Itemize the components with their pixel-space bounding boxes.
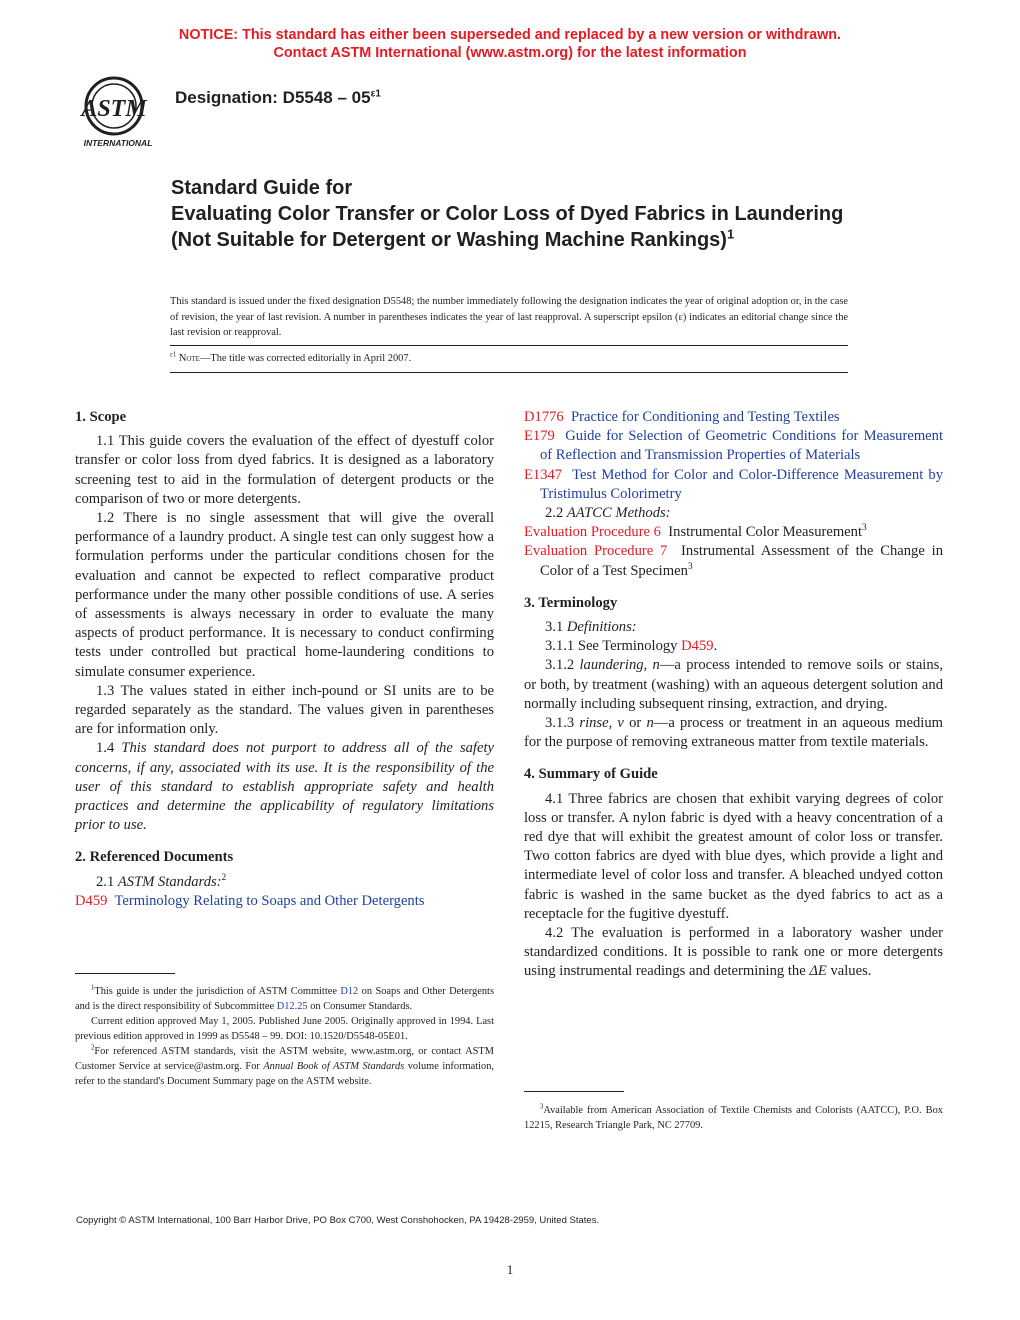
para-3-1-2-term: laundering, n xyxy=(579,657,660,674)
logo-letters: ASTM xyxy=(81,96,147,122)
footnotes-left xyxy=(75,984,494,1089)
ref-ep7[interactable] xyxy=(524,542,943,580)
para-1-1: 1.1 This guide covers the evaluation of the effect of dyestuff color transfer or color loss from dyed fabrics. It is designed as a laboratory screening test to aid in the formulation of detergent products or the comparison of two or more detergents. xyxy=(75,433,494,507)
footnote-3 xyxy=(524,1103,943,1133)
fn1-c: on Consumer Standards. xyxy=(307,1001,413,1012)
fn1-link-d12[interactable]: D12 xyxy=(340,986,359,997)
ref-ep6[interactable] xyxy=(524,523,943,542)
ref-e1347-code[interactable]: E1347 xyxy=(524,466,563,483)
fn1-a: This guide is under the jurisdiction of ASTM Committee xyxy=(94,986,341,997)
para-3-1-3-text: —a process or treatment in an aqueous medium for the purpose of removing extraneous matter from textile materials. xyxy=(524,715,943,751)
page-number: 1 xyxy=(506,1262,514,1277)
astm-logo xyxy=(74,72,162,150)
editorial-note xyxy=(170,353,411,364)
refdocs-heading: 2. Referenced Documents xyxy=(75,849,234,866)
para-1-3: 1.3 The values stated in either inch-pound or SI units are to be regarded separately as the standard. The values given in parentheses are for information only. xyxy=(75,682,494,738)
footnote-1-edition: Current edition approved May 1, 2005. Published June 2005. Originally approved in 1994. Last previous edition approved in 1999 as D5548 – 99. DOI: 10.1520/D5548-05E01. xyxy=(75,1016,494,1042)
ref-ep6-sup: 3 xyxy=(862,523,867,534)
para-1-4-text: This standard does not purport to address all of the safety concerns, if any, associated with its use. It is the responsibility of the user of this standard to establish appropriate safety and health practices and determine the applicability of regulatory limitations prior to use. xyxy=(75,740,494,834)
ref-e179-text[interactable]: Guide for Selection of Geometric Conditions for Measurement of Reflection and Transmission Properties of Materials xyxy=(540,428,943,464)
notice-line-2: Contact ASTM International (www.astm.org) for the latest information xyxy=(273,45,747,61)
para-3-1-2-num: 3.1.2 xyxy=(545,657,580,674)
ref-d459-text[interactable]: Terminology Relating to Soaps and Other Detergents xyxy=(114,892,425,909)
para-3-1 xyxy=(524,618,943,637)
fn1-link-d1225[interactable]: D12.25 xyxy=(276,1001,308,1012)
fn3-sup: 3 xyxy=(540,1103,544,1111)
ref-d459-code[interactable]: D459 xyxy=(75,892,108,909)
right-column xyxy=(524,408,943,982)
para-3-1-1-end: . xyxy=(713,638,718,655)
fn2-b: volume information, refer to the standard's Document Summary page on the ASTM website. xyxy=(75,1061,494,1087)
para-4-2 xyxy=(524,924,943,982)
para-3-1-2 xyxy=(524,656,943,714)
note-sup: ε1 xyxy=(170,351,177,359)
document-title xyxy=(171,175,861,253)
para-1-4-num: 1.4 xyxy=(96,740,122,757)
para-2-2 xyxy=(524,504,943,523)
para-4-2-end: values. xyxy=(826,963,872,980)
para-3-1-1 xyxy=(524,637,943,656)
ref-ep6-text: Instrumental Color Measurement xyxy=(668,524,863,541)
ref-e179-code[interactable]: E179 xyxy=(524,428,555,445)
footnote-rule-left xyxy=(75,973,175,974)
para-3-1-1-link[interactable]: D459 xyxy=(681,638,714,655)
fn1-b: on Soaps and Other Detergents and is the direct responsibility of Subcommittee xyxy=(75,986,494,1012)
ref-ep6-code[interactable]: Evaluation Procedure 6 xyxy=(524,524,661,541)
divider-top xyxy=(170,345,848,346)
para-2-1-num: 2.1 xyxy=(96,873,118,890)
para-2-2-num: 2.2 xyxy=(545,505,567,522)
ref-ep7-text: Instrumental Assessment of the Change in Color of a Test Specimen xyxy=(540,543,943,579)
terminology-heading: 3. Terminology xyxy=(524,594,618,611)
footnote-2 xyxy=(75,1044,494,1089)
para-2-2-text: AATCC Methods: xyxy=(566,505,671,522)
footnotes-right xyxy=(524,1103,943,1133)
para-1-2: 1.2 There is no single assessment that will give the overall performance of a laundry product. A single test can only suggest how a formulation performs under the particular conditions chosen for the evaluation and cannot be expected to reflect comparative product performance under the many other possible conditions of use. A series of assessments is always necessary in order to evaluate the many aspects of product performance. It is necessary to conduct confirming tests under controlled but practical home-laundering conditions to simulate consumer experience. xyxy=(75,510,494,680)
ref-d459[interactable] xyxy=(75,892,494,911)
para-3-1-2-text: —a process intended to remove soils or stains, or both, by treatment (washing) with an aqueous detergent solution and normally including subsequent rinsing, extraction, and drying. xyxy=(524,657,943,712)
ref-e1347-text[interactable]: Test Method for Color and Color-Difference Measurement by Tristimulus Colorimetry xyxy=(540,466,943,502)
ref-e1347[interactable] xyxy=(524,466,943,504)
fn1-sup: 1 xyxy=(91,984,95,992)
ref-ep7-code[interactable]: Evaluation Procedure 7 xyxy=(524,543,668,560)
para-3-1-num: 3.1 xyxy=(545,619,567,636)
para-2-1 xyxy=(75,873,494,892)
ref-d1776-text[interactable]: Practice for Conditioning and Testing Textiles xyxy=(571,409,840,425)
ref-d1776-code[interactable]: D1776 xyxy=(524,409,564,425)
para-4-2-delta: ΔE xyxy=(809,963,827,980)
designation-label: Designation: D5548 – 05 xyxy=(175,88,371,107)
fn2-sup: 2 xyxy=(91,1044,95,1052)
para-3-1-3-term: rinse, v xyxy=(579,715,624,732)
designation-sup: ε1 xyxy=(370,88,381,100)
scope-heading: 1. Scope xyxy=(75,409,127,425)
para-3-1-text: Definitions: xyxy=(566,619,637,636)
title-line-2: Evaluating Color Transfer or Color Loss of Dyed Fabrics in Laundering (Not Suitable for Detergent or Washing Machine Rankings) xyxy=(171,203,844,251)
summary-heading: 4. Summary of Guide xyxy=(524,766,658,783)
notice-line-1: NOTICE: This standard has either been superseded and replaced by a new version or withdrawn. xyxy=(178,27,842,43)
footnote-rule-right xyxy=(524,1091,624,1092)
para-2-1-sup: 2 xyxy=(221,872,227,883)
divider-bottom xyxy=(170,372,848,373)
issued-statement: This standard is issued under the fixed designation D5548; the number immediately following the designation indicates the year of original adoption or, in the case of revision, the year of last revision. A number in parentheses indicates the year of last reapproval. A superscript epsilon (ε) indicates an editorial change since the last revision or reapproval. xyxy=(170,296,848,339)
copyright: Copyright © ASTM International, 100 Barr Harbor Drive, PO Box C700, West Conshohocken, PA 19428-2959, United States. xyxy=(76,1215,600,1226)
para-3-1-3-n: n xyxy=(646,715,654,732)
para-3-1-3-num: 3.1.3 xyxy=(545,715,580,732)
footnote-1 xyxy=(75,984,494,1014)
fn2-a: For referenced ASTM standards, visit the ASTM website, www.astm.org, or contact ASTM Customer Service at service@astm.org. For xyxy=(75,1046,494,1072)
fn2-italic: Annual Book of ASTM Standards xyxy=(263,1061,405,1072)
para-3-1-1-text: 3.1.1 See Terminology xyxy=(545,638,682,655)
para-1-4 xyxy=(75,739,494,835)
para-4-2-text: 4.2 The evaluation is performed in a laboratory washer under standardized conditions. It is possible to rank one or more detergents using instrumental readings and determining the xyxy=(524,925,943,980)
withdrawn-notice xyxy=(0,26,1020,62)
title-sup: 1 xyxy=(726,226,735,242)
para-3-1-3 xyxy=(524,714,943,752)
fn3-text: Available from American Association of Textile Chemists and Colorists (AATCC), P.O. Box 12215, Research Triangle Park, NC 27709. xyxy=(524,1105,943,1131)
note-label: Note xyxy=(178,353,200,364)
para-4-1: 4.1 Three fabrics are chosen that exhibit varying degrees of color loss or transfer. A nylon fabric is dyed with a heavy concentration of a red dye that will exhibit the greatest amount of color loss or transfer. Two cotton fabrics are dyed with blue dyes, which provide a light and intermediate level of color loss and transfer. A bleached undyed cotton fabric is washed in the same bucket as the dyed fabrics to act as a receptacle for the fugitive dyestuff. xyxy=(524,790,943,922)
ref-d1776[interactable] xyxy=(524,408,943,427)
ref-e179[interactable] xyxy=(524,427,943,465)
para-3-1-3-or: or xyxy=(623,715,647,732)
para-2-1-text: ASTM Standards: xyxy=(117,873,222,890)
logo-sub: INTERNATIONAL xyxy=(83,138,153,148)
designation xyxy=(175,88,381,108)
left-column xyxy=(75,408,494,911)
ref-ep7-sup: 3 xyxy=(687,561,693,572)
title-line-1: Standard Guide for xyxy=(171,177,353,199)
note-text: —The title was corrected editorially in April 2007. xyxy=(199,353,412,364)
